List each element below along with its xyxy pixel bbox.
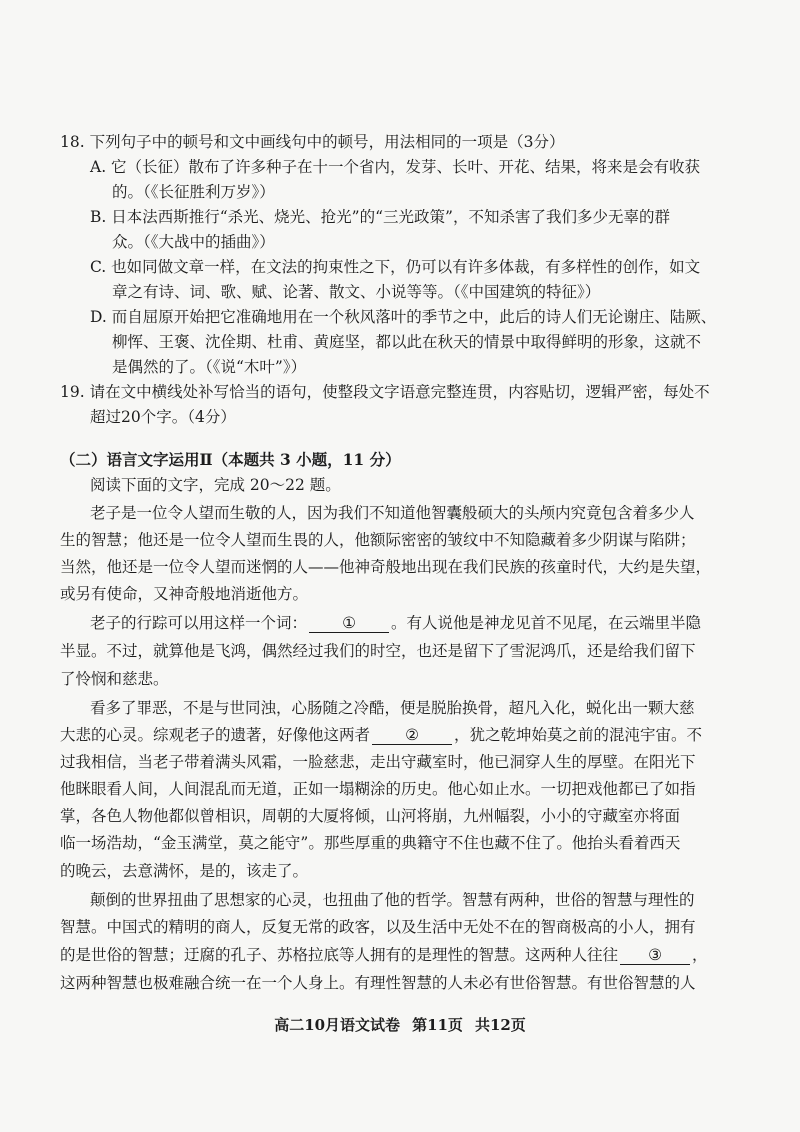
footer-total-pages: 共12页 — [474, 1016, 526, 1034]
section-title: （二）语言文字运用Ⅱ（本题共 3 小题，11 分） — [60, 450, 401, 469]
passage-line: 半显。不过，就算他是飞鸿，偶然经过我们的时空，也还是留下了雪泥鸿爪，还是给我们留下 — [60, 642, 696, 660]
q19-stem: 19. 请在文中横线处补写恰当的语句，使整段文字语意完整连贯，内容贴切，逻辑严密，每处不 — [60, 383, 710, 401]
q18-option-d-cont2: 是偶然的了。（《说“木叶”》） — [112, 358, 307, 376]
answer-blank-3[interactable]: ③ — [620, 946, 690, 965]
passage-line: 看多了罪恶，不是与世同浊，心肠随之冷酷，便是脱胎换骨，超凡入化，蜕化出一颗大慈 — [90, 699, 695, 717]
q18-option-a: A. 它（长征）散布了许多种子在十一个省内，发芽、长叶、开花、结果，将来是会有收获 — [90, 158, 701, 176]
q19-stem-cont: 超过20个字。（4分） — [90, 408, 236, 426]
passage-line-with-blank-3 — [60, 944, 708, 966]
passage-line-with-blank-1 — [90, 612, 701, 634]
passage-text: ，犹之乾坤始莫之前的混沌宇宙。不 — [454, 726, 703, 744]
q18-option-b: B. 日本法西斯推行“杀光、烧光、抢光”的“三光政策”，不知杀害了我们多少无辜的群 — [90, 208, 670, 226]
passage-line: 智慧。中国式的精明的商人，反复无常的政客，以及生活中无处不在的智商极高的小人，拥有 — [60, 918, 696, 936]
passage-line: 他眯眼看人间，人间混乱而无道，正如一塌糊涂的历史。他心如止水。一切把戏他都已了如指 — [60, 780, 696, 798]
footer-page-number: 第11页 — [412, 1016, 463, 1034]
passage-line: 这两种智慧也极难融合统一在一个人身上。有理性智慧的人未必有世俗智慧。有世俗智慧的人 — [60, 974, 696, 992]
q18-option-c-cont: 章之有诗、词、歌、赋、论著、散文、小说等等。（《中国建筑的特征》） — [112, 283, 601, 301]
passage-line: 生的智慧；他还是一位令人望而生畏的人，他额际密密的皱纹中不知隐藏着多少阴谋与陷阱； — [60, 531, 696, 549]
q18-option-a-cont: 的。（《长征胜利万岁》） — [112, 183, 275, 201]
passage-text: 大悲的心灵。综观老子的遗著，好像他这两者 — [60, 726, 371, 744]
passage-text: 的是世俗的智慧；迂腐的孔子、苏格拉底等人拥有的是理性的智慧。这两种人往往 — [60, 946, 619, 964]
answer-blank-2[interactable]: ② — [372, 726, 452, 745]
passage-line: 老子是一位令人望而生敬的人，因为我们不知道他智囊般硕大的头颅内究竟包含着多少人 — [90, 504, 695, 522]
passage-text: 。有人说他是神龙见首不见尾，在云端里半隐 — [391, 614, 702, 632]
q18-option-d-cont: 柳恽、王褒、沈佺期、杜甫、黄庭坚，都以此在秋天的情景中取得鲜明的形象，这就不 — [112, 333, 702, 351]
q18-stem: 18. 下列句子中的顿号和文中画线句中的顿号，用法相同的一项是（3分） — [60, 133, 565, 151]
passage-line: 掌，各色人物他都似曾相识，周朝的大厦将倾，山河将崩，九州幅裂，小小的守藏室亦将面 — [60, 807, 681, 825]
passage-line: 的晚云，去意满怀，是的，该走了。 — [60, 862, 309, 880]
q18-option-d: D. 而自屈原开始把它准确地用在一个秋风落叶的季节之中，此后的诗人们无论谢庄、陆厥、 — [90, 308, 717, 326]
passage-text: 老子的行踪可以用这样一个词： — [90, 614, 308, 632]
passage-line: 颠倒的世界扭曲了思想家的心灵，也扭曲了他的哲学。智慧有两种，世俗的智慧与理性的 — [90, 891, 695, 909]
q18-option-b-cont: 众。（《大战中的插曲》） — [112, 233, 275, 251]
passage-line: 或另有使命，又神奇般地消逝他方。 — [60, 585, 309, 603]
passage-line: 了怜悯和慈悲。 — [60, 670, 169, 688]
passage-line: 临一场浩劫，“金玉满堂，莫之能守”。那些厚重的典籍守不住也藏不住了。他抬头看着西天 — [60, 834, 681, 852]
passage-line: 当然，他还是一位令人望而迷惘的人——他神奇般地出现在我们民族的孩童时代，大约是失望， — [60, 558, 712, 576]
passage-line-with-blank-2 — [60, 724, 702, 746]
section-instruction: 阅读下面的文字，完成 20～22 题。 — [90, 476, 341, 494]
passage-text: ， — [692, 946, 708, 964]
answer-blank-1[interactable]: ① — [309, 614, 389, 633]
passage-line: 过我相信，当老子带着满头风霜，一脸慈悲，走出守藏室时，他已洞穿人生的厚壁。在阳光下 — [60, 753, 696, 771]
q18-option-c: C. 也如同做文章一样，在文法的拘束性之下，仍可以有许多体裁，有多样性的创作，如文 — [90, 258, 701, 276]
page-footer — [0, 1014, 800, 1035]
footer-exam-title: 高二10月语文试卷 — [274, 1016, 401, 1034]
